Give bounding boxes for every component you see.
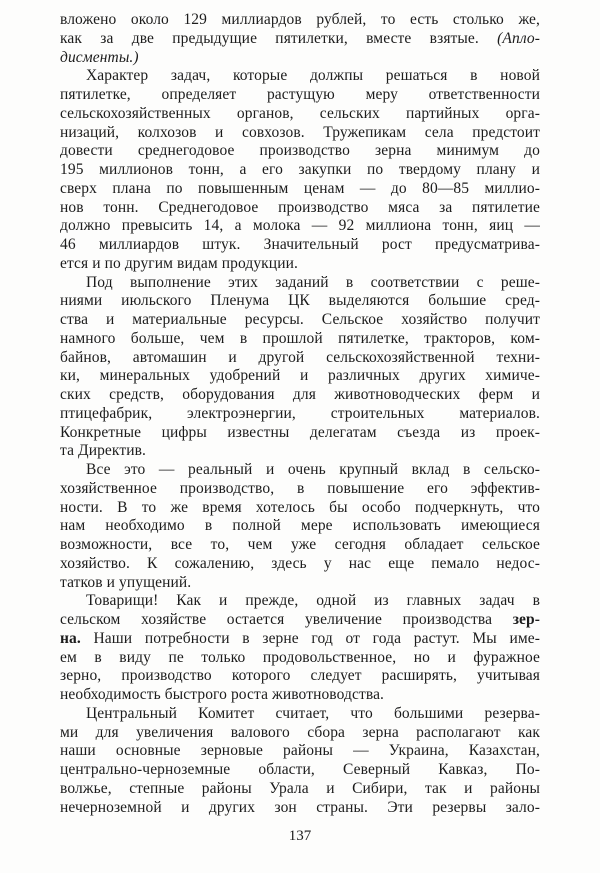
text-segment: татков и упущений. <box>60 573 192 591</box>
text-line <box>60 161 540 180</box>
text-segment: намного больше, чем в прошлой пятилетке, тракторов, ком- <box>60 329 540 347</box>
text-segment: нов тонн. Среднегодовое производство мяса за пятилетие <box>60 198 540 216</box>
text-segment: 195 миллионов тонн, а его закупки по твердому плану и <box>60 161 540 178</box>
text-line <box>60 780 540 799</box>
text-segment: байнов, автомашин и другой сельскохозяйственной техни- <box>60 348 540 366</box>
text-segment: Наши потребности в зерне год от года растут. Мы име- <box>80 629 540 647</box>
text-line <box>60 686 540 705</box>
text-line <box>60 649 540 668</box>
bold-text: на. <box>60 629 81 647</box>
text-segment: нечерноземной и других зон страны. Эти резервы зало- <box>60 798 540 816</box>
text-line <box>60 724 540 743</box>
text-line <box>60 386 540 405</box>
text-segment: должно превысить 14, а молока — 92 миллиона тонн, яиц — <box>60 217 540 235</box>
text-segment: как за две предыдущие пятилетки, вместе взятые. <box>60 29 498 47</box>
text-line <box>60 330 540 349</box>
paragraph <box>60 592 540 705</box>
text-segment: ется и по другим видам продукции. <box>60 254 298 272</box>
text-line <box>60 349 540 368</box>
text-line <box>60 499 540 518</box>
text-segment: Центральный Комитет считает, что большими резерва- <box>86 704 540 722</box>
text-segment: нам необходимо в полной мере использовать имеющиеся <box>60 517 540 535</box>
text-segment: сельском хозяйстве остается увеличение производства <box>60 611 513 628</box>
text-line <box>60 442 540 461</box>
text-line <box>60 611 540 630</box>
text-segment: центрально-черноземные области, Северный Кавказ, По- <box>60 761 540 778</box>
bold-text: зер- <box>512 611 540 628</box>
text-segment: ниями июльского Пленума ЦК выделяются большие сред- <box>60 292 540 310</box>
text-line <box>60 180 540 199</box>
text-line <box>60 517 540 536</box>
text-segment: 46 миллиардов штук. Значительный рост предусматрива- <box>60 236 540 253</box>
text-line <box>60 236 540 255</box>
text-segment: ем в виду пе только продовольственное, но и фуражное <box>60 648 540 666</box>
text-line <box>60 217 540 236</box>
text-line <box>60 592 540 611</box>
text-segment: довести среднегодовое производство зерна минимум до <box>60 142 540 160</box>
paragraph <box>60 705 540 818</box>
text-line <box>60 11 540 30</box>
text-segment: Конкретные цифры известны делегатам съезда из проек- <box>60 423 540 441</box>
text-segment: зерно, производство которого следует расширять, учитывая <box>60 667 540 685</box>
text-line <box>60 199 540 218</box>
text-line <box>60 480 540 499</box>
text-line <box>60 105 540 124</box>
text-line <box>60 424 540 443</box>
text-segment: ки, минеральных удобрений и различных других химиче- <box>60 367 540 385</box>
italic-text: дисменты.) <box>60 48 139 66</box>
text-line <box>60 311 540 330</box>
text-segment: ства и материальные ресурсы. Сельское хозяйство получит <box>60 311 540 328</box>
text-line <box>60 49 540 68</box>
text-line <box>60 405 540 424</box>
italic-text: (Апло- <box>497 29 540 47</box>
text-segment: Под выполнение этих заданий в соответствии с реше- <box>86 273 540 291</box>
text-line <box>60 667 540 686</box>
text-line <box>60 255 540 274</box>
text-segment: ских средств, оборудования для животноводческих ферм и <box>60 386 540 403</box>
paragraph <box>60 67 540 273</box>
text-line <box>60 705 540 724</box>
text-line <box>60 555 540 574</box>
page-number: 137 <box>288 828 312 845</box>
text-line <box>60 761 540 780</box>
text-line <box>60 142 540 161</box>
text-segment: хозяйство. К сожалению, здесь у нас еще пемало недос- <box>60 554 540 572</box>
text-segment: низаций, колхозов и совхозов. Тружепикам села предстоит <box>60 123 540 141</box>
text-line <box>60 30 540 49</box>
text-segment: возможности, все то, чем уже сегодня обладает сельское <box>60 536 540 553</box>
text-segment: вложено около 129 миллиардов рублей, то есть столько же, <box>60 11 540 28</box>
text-segment: необходимость быстрого роста животноводства. <box>60 686 385 703</box>
text-segment: сельскохозяйственных органов, сельских партийных орга- <box>60 104 540 122</box>
paragraph <box>60 461 540 592</box>
text-segment: волжье, степные районы Урала и Сибири, так и районы <box>60 779 540 797</box>
text-segment: пятилетке, определяет растущую меру ответственности <box>60 86 540 103</box>
text-line <box>60 574 540 593</box>
text-segment: Характер задач, которые должпы решаться в новой <box>86 67 540 85</box>
text-segment: ми для увеличения валового сбора зерна располагают как <box>60 723 540 741</box>
text-segment: птицефабрик, электроэнергии, строительных материалов. <box>60 404 540 422</box>
text-line <box>60 86 540 105</box>
paragraph <box>60 11 540 67</box>
text-segment: наши основные зерновые районы — Украина, Казахстан, <box>60 742 540 760</box>
text-line <box>60 292 540 311</box>
text-line <box>60 742 540 761</box>
text-line <box>60 461 540 480</box>
text-segment: сверх плана по повышенным ценам — до 80—85 миллио- <box>60 179 540 197</box>
text-segment: хозяйственное производство, в повышение его эффектив- <box>60 479 540 497</box>
text-segment: ности. В то же время хотелось бы особо подчеркнуть, что <box>60 498 540 516</box>
text-line <box>60 536 540 555</box>
text-line <box>60 124 540 143</box>
text-segment: та Директив. <box>60 442 147 460</box>
text-line <box>60 67 540 86</box>
text-line <box>60 630 540 649</box>
text-line <box>60 367 540 386</box>
text-segment: Товарищи! Как и прежде, одной из главных задач в <box>86 592 540 610</box>
text-block <box>60 11 540 817</box>
text-line <box>60 274 540 293</box>
paragraph <box>60 274 540 462</box>
text-line <box>60 799 540 818</box>
text-segment: Все это — реальный и очень крупный вклад в сельско- <box>86 461 540 478</box>
